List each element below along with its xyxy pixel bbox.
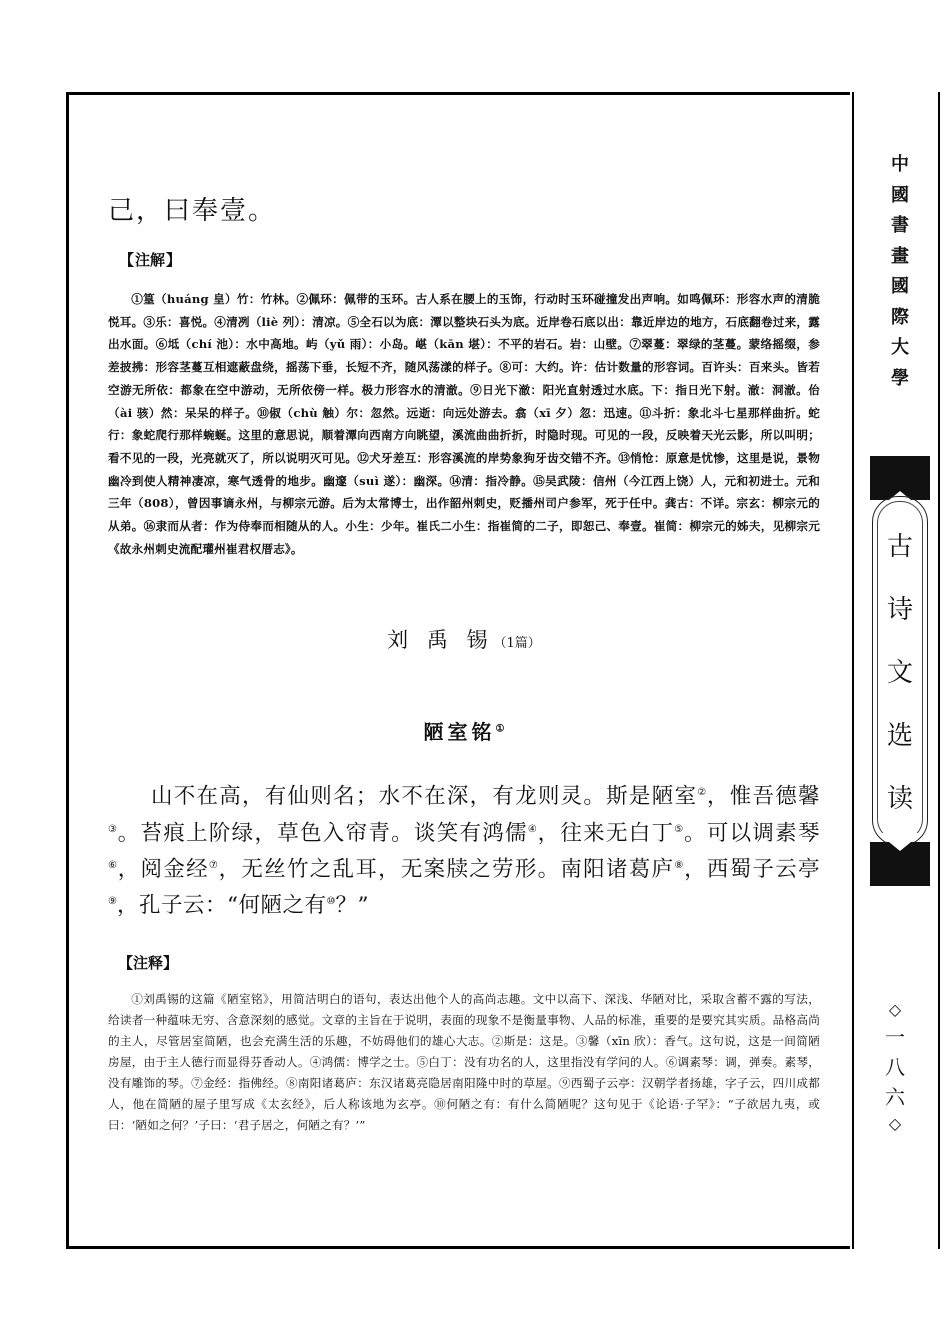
author-name: 刘 禹 锡 (387, 628, 494, 653)
poem-text: ，阅金经 (117, 856, 209, 882)
footnote-ref: ③ (108, 823, 118, 835)
school-char: 國 (891, 184, 909, 206)
footnote-ref: ② (697, 787, 707, 799)
annotation-heading-label: 注释 (133, 954, 164, 973)
school-name (850, 150, 950, 394)
band-bottom (870, 842, 930, 886)
diamond-icon: ◇ (888, 1114, 902, 1133)
notes-heading: 【注解】 (119, 251, 182, 269)
footnote-ref: ⑨ (108, 895, 117, 907)
book-title-char: 文 (886, 658, 913, 688)
footnote-ref: ⑦ (208, 859, 219, 871)
poem-text: ？” (335, 893, 369, 919)
poem-text: ，孔子云：“何陋之有 (116, 893, 327, 919)
book-title-char: 读 (886, 784, 913, 814)
school-char: 畫 (891, 245, 909, 267)
book-title-char: 古 (886, 532, 913, 562)
poem-text: 。苔痕上阶绿，草色入帘青。谈笑有鸿儒 (117, 820, 528, 846)
school-char: 中 (891, 154, 909, 175)
poem-text: 。可以调素琴 (684, 820, 820, 846)
poem-title-text: 陋室铭 (423, 720, 496, 745)
page-number (850, 998, 940, 1136)
author-count: （1篇） (493, 636, 541, 652)
page-number-char: 一 (885, 1025, 905, 1049)
notes-heading-label: 注解 (135, 251, 166, 269)
footnote-ref: ⑩ (326, 895, 336, 907)
page-number-char: 八 (885, 1055, 905, 1079)
school-char: 大 (891, 337, 909, 358)
book-title (870, 516, 930, 831)
book-title-char: 诗 (886, 595, 913, 625)
band-top (870, 456, 930, 500)
poem-text: ，无丝竹之乱耳，无案牍之劳形。南阳诸葛庐 (218, 856, 675, 882)
poem-text: ，往来无白丁 (537, 820, 675, 846)
school-char: 學 (891, 367, 909, 389)
poem-title (108, 716, 820, 745)
school-char: 國 (891, 276, 909, 297)
continuation-line: 己，曰奉壹。 (108, 196, 277, 226)
page-number-char: 六 (885, 1085, 905, 1109)
book-title-panel (870, 456, 930, 886)
school-char: 書 (891, 215, 909, 236)
footnote-ref: ⑤ (674, 823, 685, 835)
notes-paragraph: ①篁（huáng 皇）竹：竹林。②佩环：佩带的玉环。古人系在腰上的玉饰，行动时玉环碰撞发出声响。如鸣佩环：形容水声的清脆悦耳。③乐：喜悦。④清冽（liè 列）：清凉。⑤全石以为底：潭以整块石头为底。近岸卷石底以出：靠近岸边的地方，石底翻卷过来，露出水面。⑥坻（chí 池）：水中高地。屿（yǔ 雨）：小岛。嵁（kān 堪）：不平的岩石。岩：山壁。⑦翠蔓：翠绿的茎蔓。蒙络摇缀，参差披拂：形容茎蔓互相遮蔽盘绕，摇荡下垂，长短不齐，随风荡漾的样子。⑧可：大约。许：估计数量的形容词。百许头：百来头。皆若空游无所依：都象在空中游动，无所依傍一样。极力形容水的清澈。⑨日光下澈：阳光直射透过水底。下：指日光下射。澈：洞澈。佁（ài 骇）然：呆呆的样子。⑩俶（chù 触）尔：忽然。远逝：向远处游去。翕（xī 夕）忽：迅速。⑪斗折：象北斗七星那样曲折。蛇行：象蛇爬行那样蜿蜒。这里的意思说，顺着潭向西南方向眺望，溪流曲曲折折，时隐时现。可见的一段，反映着天光云影，所以叫明；看不见的一段，光亮就灭了，所以说明灭可见。⑫犬牙差互：形容溪流的岸势象狗牙齿交错不齐。⑬悄怆：原意是忧惨，这里是说，景物幽冷到使人精神凄凉，寒气透骨的地步。幽邃（suì 遂）：幽深。⑭清：指冷静。⑮吴武陵：信州（今江西上饶）人，元和初进士。元和三年（808），曾因事谪永州，与柳宗元游。后为太常博士，出作韶州刺史，贬播州司户参军，死于任中。龚古：不详。宗玄：柳宗元的从弟。⑯隶而从者：作为侍奉而相随从的人。小生：少年。崔氏二小生：指崔简的二子，即恕己、奉壹。崔简：柳宗元的姊夫，见柳宗元《故永州刺史流配瓘州崔君权厝志》。 (108, 292, 820, 556)
poem-text: ，西蜀子云亭 (684, 856, 820, 882)
diamond-icon: ◇ (888, 1000, 902, 1019)
sidebar (850, 92, 950, 1249)
footnote-ref: ⑧ (674, 859, 685, 871)
poem-body (108, 777, 820, 922)
footnote-ref: ⑥ (108, 859, 118, 871)
school-char: 際 (891, 306, 909, 328)
footnote-ref: ① (495, 723, 505, 735)
footnote-ref: ④ (527, 823, 538, 835)
book-title-char: 选 (886, 721, 913, 751)
poem-text: 山不在高，有仙则名；水不在深，有龙则灵。斯是陋室 (151, 784, 698, 810)
annotation-paragraph: ①刘禹锡的这篇《陋室铭》，用简洁明白的语句，表达出他个人的高尚志趣。文中以高下、深浅、华陋对比，采取含蓄不露的写法，给读者一种蕴味无穷、含意深刻的感觉。文章的主旨在于说明，表面的现象不是衡量事物、人品的标准，重要的是要究其实质。品格高尚的主人，尽管居室简陋，也会充满生活的乐趣，不妨碍他们的雄心大志。②斯是：这是。③馨（xīn 欣）：香气。这句说，这是一间简陋房屋，由于主人德行而显得芬香动人。④鸿儒：博学之士。⑤白丁：没有功名的人，这里指没有学问的人。⑥调素琴：调，弹奏。素琴，没有雕饰的琴。⑦金经：指佛经。⑧南阳诸葛庐：东汉诸葛亮隐居南阳隆中时的草屋。⑨西蜀子云亭：汉朝学者扬雄，字子云，四川成都人，他在简陋的屋子里写成《太玄经》，后人称该地为玄亭。⑩何陋之有：有什么简陋呢？这句见于《论语·子罕》：“子欲居九夷，或曰：‘陋如之何？’子曰：‘君子居之，何陋之有？’” (108, 992, 820, 1133)
poem-text: ，惟吾德馨 (706, 784, 820, 810)
page-content (108, 190, 820, 1136)
annotation-heading: 【注释】 (118, 954, 179, 973)
author-heading (108, 624, 820, 654)
